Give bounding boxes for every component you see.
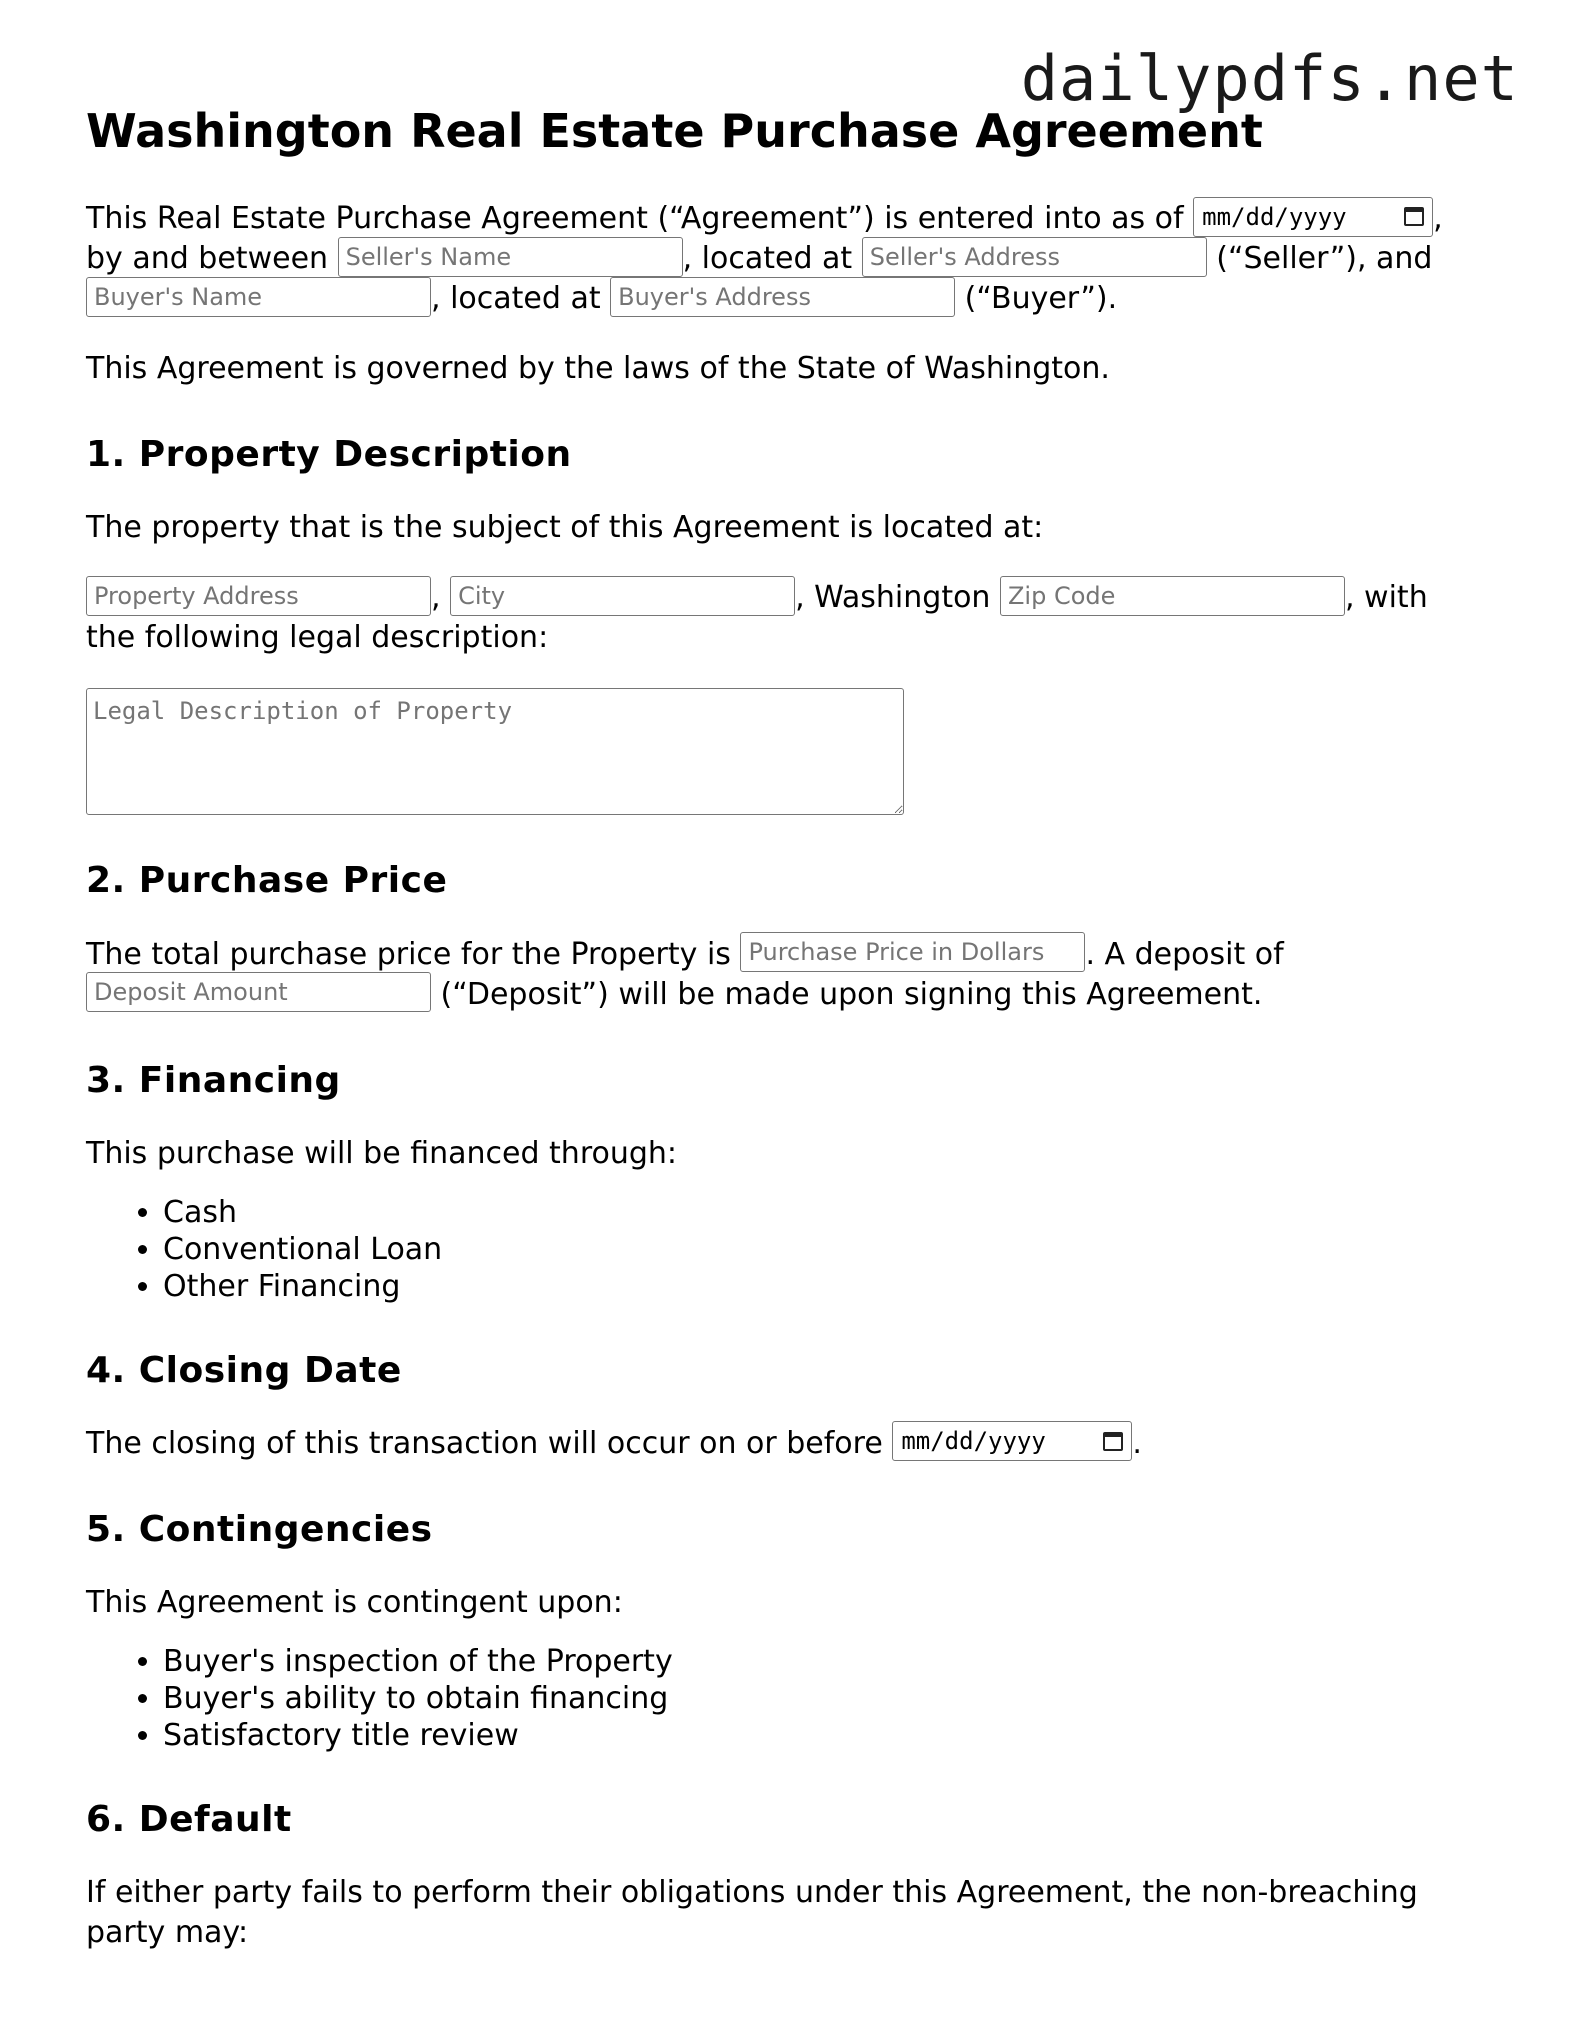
property-intro-text: The property that is the subject of this Agreement is located at: xyxy=(86,510,1044,546)
intro-text: , located at xyxy=(682,241,862,277)
price-text: The total purchase price for the Property is xyxy=(86,936,741,972)
section-heading-price: 2. Purchase Price xyxy=(86,860,448,902)
property-address-line xyxy=(86,578,1486,658)
city-input[interactable] xyxy=(450,576,795,616)
list-item: • Buyer's ability to obtain financing xyxy=(163,1680,1486,1717)
buyer-address-input[interactable] xyxy=(610,277,955,317)
financing-list xyxy=(86,1194,1486,1305)
intro-text: (“Seller”), and xyxy=(1206,241,1433,277)
intro-text: , located at xyxy=(431,281,611,317)
buyer-name-input[interactable] xyxy=(86,277,431,317)
deposit-amount-input[interactable] xyxy=(86,972,431,1012)
financing-intro-text: This purchase will be financed through: xyxy=(86,1135,678,1171)
agreement-date-input[interactable] xyxy=(1193,197,1433,237)
section-heading-closing: 4. Closing Date xyxy=(86,1349,402,1391)
section-heading-financing: 3. Financing xyxy=(86,1059,341,1101)
intro-text: (“Buyer”). xyxy=(955,281,1118,317)
section-heading-default: 6. Default xyxy=(86,1799,292,1841)
seller-address-input[interactable] xyxy=(862,237,1207,277)
intro-text: , by and between xyxy=(86,201,1443,277)
property-address-input[interactable] xyxy=(86,576,431,616)
seller-name-input[interactable] xyxy=(338,237,683,277)
purchase-price-input[interactable] xyxy=(740,932,1085,972)
section-heading-contingencies: 5. Contingencies xyxy=(86,1508,433,1550)
list-item: • Satisfactory title review xyxy=(163,1717,1486,1754)
list-item: • Conventional Loan xyxy=(163,1231,1486,1268)
page-title: Washington Real Estate Purchase Agreement xyxy=(86,104,1263,158)
closing-text: The closing of this transaction will occur on or before xyxy=(86,1425,893,1461)
list-item: • Buyer's inspection of the Property xyxy=(163,1643,1486,1680)
list-item: • Other Financing xyxy=(163,1268,1486,1305)
date-placeholder: mm/dd/yyyy xyxy=(901,1427,1046,1456)
contingencies-list xyxy=(86,1643,1486,1754)
price-text: . A deposit of xyxy=(1085,936,1284,972)
contingencies-intro-text: This Agreement is contingent upon: xyxy=(86,1585,623,1621)
default-text: If either party fails to perform their obligations under this Agreement, the non-breaching party may: xyxy=(86,1875,1418,1951)
closing-date-input[interactable] xyxy=(892,1421,1132,1461)
closing-text: . xyxy=(1132,1425,1142,1461)
governing-law-text: This Agreement is governed by the laws of the State of Washington. xyxy=(86,351,1110,387)
calendar-icon[interactable] xyxy=(1103,1432,1123,1451)
closing-paragraph xyxy=(86,1424,1486,1464)
separator-text: , xyxy=(431,580,451,616)
state-text: , Washington xyxy=(795,580,1000,616)
legal-intro-text: , with the following legal description: xyxy=(86,580,1428,656)
price-paragraph xyxy=(86,935,1486,1015)
intro-text: This Real Estate Purchase Agreement (“Agreement”) is entered into as of xyxy=(86,201,1194,237)
intro-paragraph xyxy=(86,199,1486,319)
price-text: (“Deposit”) will be made upon signing this Agreement. xyxy=(431,976,1263,1012)
zip-code-input[interactable] xyxy=(1000,576,1345,616)
legal-description-textarea[interactable] xyxy=(86,688,904,815)
watermark: dailypdfs.net xyxy=(1020,42,1519,115)
section-heading-property: 1. Property Description xyxy=(86,434,572,476)
calendar-icon[interactable] xyxy=(1404,207,1424,226)
list-item: • Cash xyxy=(163,1194,1486,1231)
date-placeholder: mm/dd/yyyy xyxy=(1202,202,1347,231)
document xyxy=(86,104,1486,1983)
